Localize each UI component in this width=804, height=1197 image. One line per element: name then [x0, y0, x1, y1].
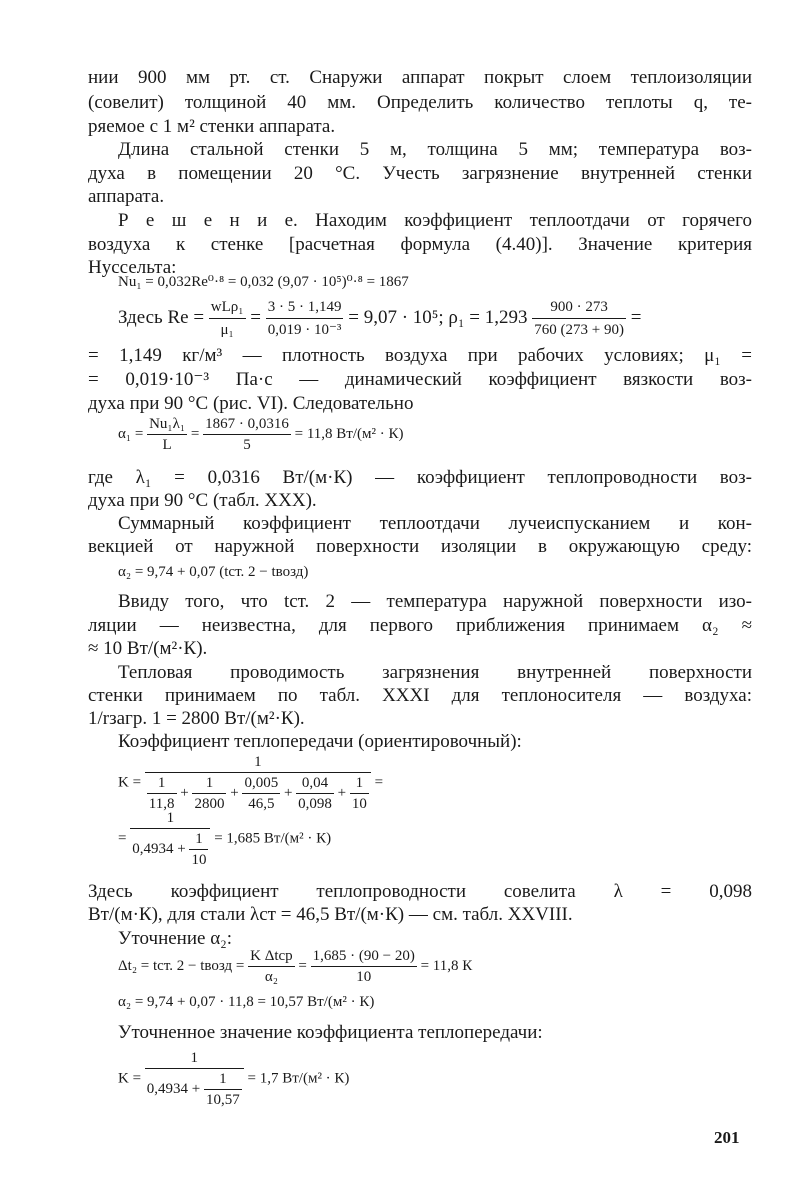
alpha2-refined-formula: α₂ = 9,74 + 0,07 · 11,8 = 10,57 Вт/(м² · К) [118, 994, 375, 1010]
text-line: духа при 90 °С (рис. VI). Следовательно [88, 393, 414, 414]
text-line: духа при 90 °С (табл. XXX). [88, 490, 317, 511]
text-line: = 1,149 кг/м³ — плотность воздуха при рабочих условиях; μ₁ = [88, 345, 752, 366]
text-line: векцией от наружной поверхности изоляции в окружающую среду: [88, 536, 752, 557]
text-line: воздуха к стенке [расчетная формула (4.40)]. Значение критерия [88, 234, 752, 255]
text-line: аппарата. [88, 186, 165, 207]
text-line: Уточнение α₂: [118, 928, 233, 949]
text-line: нии 900 мм рт. ст. Снаружи аппарат покрыт слоем теплоизоляции [88, 67, 752, 88]
k-formula: K = 1 $\frac{1}{11,8}$ + $\frac{1}{2800}$ + $\frac{0,005}{46,5}$ + $\frac{0,04}{0,098}$ + $\frac{1}{10}$ = [118, 754, 384, 812]
text-line: Нуссельта: [88, 257, 177, 278]
alpha1-formula: α₁ = $\frac{\text{Nu₁λ₁}}{L}$ = $\frac{1867 \cdot 0,0316}{5}$ = 11,8 Вт/(м² · К) [118, 416, 404, 453]
reynolds-formula: Здесь Re = $\frac{\text{wLρ₁}}{\text{μ₁}}$ = $\frac{3 \cdot 5 \cdot 1,149}{\text{0,019 · 10⁻³}}$ = 9,07 · 10⁵; ρ₁ = 1,293 $\frac{900 \cdot 273}{760 (273 + 90)}$ = [118, 296, 641, 341]
text-line: духа в помещении 20 °С. Учесть загрязнение внутренней стенки [88, 163, 752, 184]
text-line: Суммарный коэффициент теплоотдачи лучеиспусканием и кон- [118, 513, 752, 534]
text-line: Уточненное значение коэффициента теплопередачи: [118, 1022, 543, 1043]
alpha2-formula: α₂ = 9,74 + 0,07 (tст. 2 − tвозд) [118, 564, 309, 580]
k-refined-formula: K = 1 0,4934 + $\frac{1}{10,57}$ = 1,7 Вт/(м² · К) [118, 1050, 350, 1108]
text-line: Ввиду того, что tст. 2 — температура наружной поверхности изо- [118, 591, 752, 612]
text-line: (совелит) толщиной 40 мм. Определить количество теплоты q, те- [88, 92, 752, 113]
text-line: Р е ш е н и е. Находим коэффициент теплоотдачи от горячего [118, 210, 752, 231]
nusselt-formula: Nu₁ = 0,032Re⁰·⁸ = 0,032 (9,07 · 10⁵)⁰·⁸ = 1867 [118, 274, 409, 290]
text-line: 1/rзагр. 1 = 2800 Вт/(м²·К). [88, 708, 305, 729]
text-line: Вт/(м·К), для стали λст = 46,5 Вт/(м·К) — см. табл. XXVIII. [88, 904, 573, 925]
k-formula-step2: = 1 0,4934 + $\frac{1}{10}$ = 1,685 Вт/(м² · К) [118, 810, 332, 868]
text-line: ряемое с 1 м² стенки аппарата. [88, 116, 336, 137]
text-line: Коэффициент теплопередачи (ориентировочный): [118, 731, 522, 752]
delta-t-formula: Δt₂ = tст. 2 − tвозд = $\frac{\text{K Δtср}}{\text{α₂}}$ = $\frac{1,685 \cdot (90 - 20)}{10}$ = 11,8 К [118, 948, 473, 985]
text-line: ляции — неизвестна, для первого приближения принимаем α₂ ≈ [88, 615, 752, 636]
text-line: где λ₁ = 0,0316 Вт/(м·К) — коэффициент теплопроводности воз- [88, 467, 752, 488]
page-number: 201 [714, 1128, 740, 1147]
text-line: стенки принимаем по табл. XXXI для теплоносителя — воздуха: [88, 685, 752, 706]
text-line: Здесь коэффициент теплопроводности совелита λ = 0,098 [88, 881, 752, 902]
text-line: Длина стальной стенки 5 м, толщина 5 мм; температура воз- [118, 139, 752, 160]
text-line: = 0,019·10⁻³ Па·с — динамический коэффициент вязкости воз- [88, 369, 752, 390]
text-line: ≈ 10 Вт/(м²·К). [88, 638, 208, 659]
text-line: Тепловая проводимость загрязнения внутренней поверхности [118, 662, 752, 683]
